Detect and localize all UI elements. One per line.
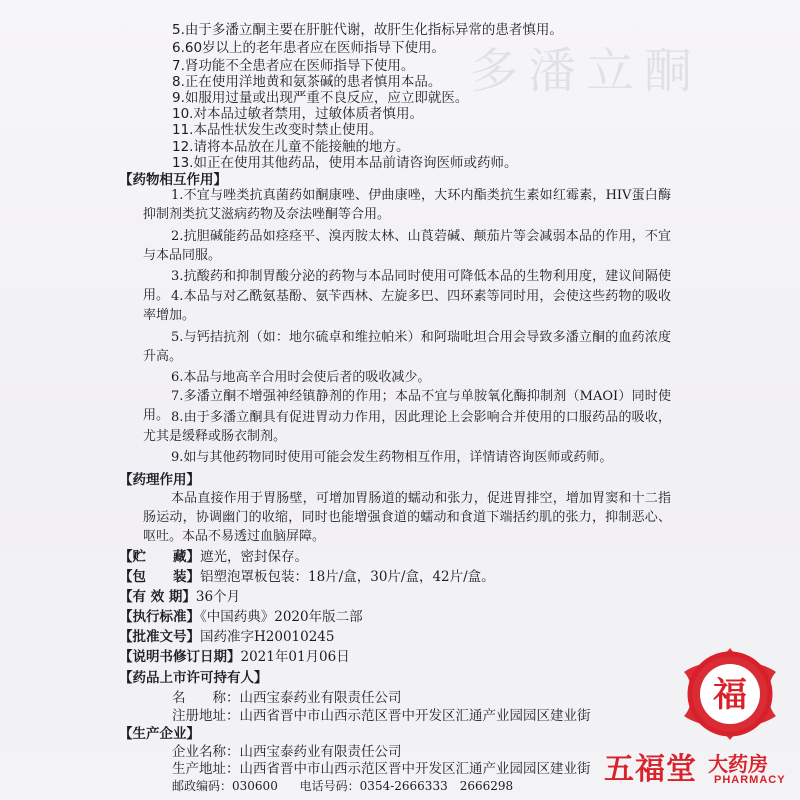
mah-name-value: 山西宝泰药业有限责任公司 xyxy=(239,690,402,706)
interaction-8: 8.由于多潘立酮具有促进胃动力作用，因此理论上会影响合并使用的口服药品的吸收，尤其是缓释或肠衣制剂。 xyxy=(143,410,671,444)
precaution-6: 6.60岁以上的老年患者应在医师指导下使用。 xyxy=(172,40,446,56)
pharmacology-heading: 【药理作用】 xyxy=(119,472,200,488)
revision-key: 【说明书修订日期】 xyxy=(119,649,241,665)
precaution-13: 13.如正在使用其他药品，使用本品前请咨询医师或药师。 xyxy=(172,155,518,171)
manufacturer-row xyxy=(172,776,513,796)
pharmacy-brand xyxy=(604,744,794,794)
precaution-11: 11.本品性状发生改变时禁止使用。 xyxy=(172,122,383,138)
manufacturer-row-key: 邮政编码： xyxy=(172,779,233,793)
pharmacology-text: 本品直接作用于胃肠壁，可增加胃肠道的蠕动和张力，促进胃排空，增加胃窦和十二指肠运动，协调幽门的收缩，同时也能增强食道的蠕动和食道下端括约肌的张力，抑制恶心、呕吐。本品不易透过血脑屏障。 xyxy=(143,491,671,544)
manufacturer-row-key: 企业名称： xyxy=(172,744,240,760)
package-key: 【包 装】 xyxy=(119,569,200,585)
manufacturer-row-key: 电话号码： xyxy=(299,779,360,793)
mah-address-key: 注册地址： xyxy=(172,708,240,724)
interaction-1: 1.不宜与唑类抗真菌药如酮康唑、伊曲康唑，大环内酯类抗生素如红霉素，HIV蛋白酶抑制剂类抗艾滋病药物及奈法唑酮等合用。 xyxy=(143,188,671,222)
mah-name-row xyxy=(172,688,402,708)
mah-name-key: 名 称： xyxy=(172,690,240,706)
pharmacy-logo xyxy=(680,644,780,744)
storage-row xyxy=(119,547,308,567)
fu-seal-icon xyxy=(680,644,780,744)
revision-row xyxy=(119,647,350,667)
manufacturer-heading: 【生产企业】 xyxy=(119,726,200,742)
interaction-2: 2.抗胆碱能药品如痉痉平、溴丙胺太林、山莨菪碱、颠茄片等会减弱本品的作用，不宜与本品同服。 xyxy=(143,229,671,263)
precaution-12: 12.请将本品放在儿童不能接触的地方。 xyxy=(172,139,410,155)
mah-heading: 【药品上市许可持有人】 xyxy=(119,670,268,686)
brand-english: PHARMACY xyxy=(714,774,786,786)
precaution-7: 7.肾功能不全患者应在医师指导下使用。 xyxy=(172,58,415,74)
standard-key: 【执行标准】 xyxy=(119,609,200,625)
revision-value: 2021年01月06日 xyxy=(240,649,350,665)
storage-value: 遮光，密封保存。 xyxy=(200,549,308,565)
standard-row xyxy=(119,607,363,627)
precaution-8: 8.正在使用洋地黄和氨茶碱的患者慎用本品。 xyxy=(172,74,442,90)
manufacturer-row-value: 030600 xyxy=(232,779,278,793)
package-value: 铝塑泡罩板包装：18片/盒，30片/盒，42片/盒。 xyxy=(200,569,495,585)
approval-value: 国药准字H20010245 xyxy=(200,629,335,645)
interaction-7: 7.多潘立酮不增强神经镇静剂的作用；本品不宜与单胺氧化酶抑制剂（MAOI）同时使用。 xyxy=(143,389,671,423)
manufacturer-row-value: 山西宝泰药业有限责任公司 xyxy=(239,744,402,760)
interaction-4: 4.本品与对乙酰氨基酚、氨苄西林、左旋多巴、四环素等同时用，会使这些药物的吸收率增加。 xyxy=(143,289,671,323)
precaution-10: 10.对本品过敏者禁用，过敏体质者慎用。 xyxy=(172,106,423,122)
storage-key: 【贮 藏】 xyxy=(119,549,200,565)
standard-value: 《中国药典》2020年版二部 xyxy=(200,609,363,625)
approval-key: 【批准文号】 xyxy=(119,629,200,645)
bleed-through-title: 多潘立酮 xyxy=(470,43,703,99)
interaction-9: 9.如与其他药物同时使用可能会发生药物相互作用，详情请咨询医师或药师。 xyxy=(171,450,613,465)
manufacturer-row-value: 山西省晋中市山西示范区晋中开发区汇通产业园园区建业街 xyxy=(239,761,591,777)
interaction-3: 3.抗酸药和抑制胃酸分泌的药物与本品同时使用可降低本品的生物利用度，建议间隔使用。 xyxy=(143,269,671,303)
manufacturer-row-value: 0354-2666333 2666298 xyxy=(359,779,514,793)
interaction-6: 6.本品与地高辛合用时会使后者的吸收减少。 xyxy=(171,370,431,385)
mah-address-row xyxy=(172,706,591,726)
package-row xyxy=(119,567,495,587)
interactions-heading: 【药物相互作用】 xyxy=(119,172,227,188)
approval-row xyxy=(119,627,335,647)
brand-name-suffix: 大药房 xyxy=(708,752,768,776)
validity-value: 36个月 xyxy=(195,589,241,605)
validity-row xyxy=(119,587,240,607)
logo-char: 福 xyxy=(713,675,747,715)
manufacturer-row-key: 生产地址： xyxy=(172,761,240,777)
interaction-5: 5.与钙拮抗剂（如：地尔硫卓和维拉帕米）和阿瑞吡坦合用会导致多潘立酮的血药浓度升高。 xyxy=(143,330,671,364)
validity-key: 【有 效 期】 xyxy=(119,589,196,605)
precaution-9: 9.如服用过量或出现严重不良反应，应立即就医。 xyxy=(172,90,469,106)
precaution-5: 5.由于多潘立酮主要在肝脏代谢，故肝生化指标异常的患者慎用。 xyxy=(172,22,563,38)
brand-name: 五福堂 xyxy=(604,752,697,787)
mah-address-value: 山西省晋中市山西示范区晋中开发区汇通产业园园区建业街 xyxy=(239,708,591,724)
